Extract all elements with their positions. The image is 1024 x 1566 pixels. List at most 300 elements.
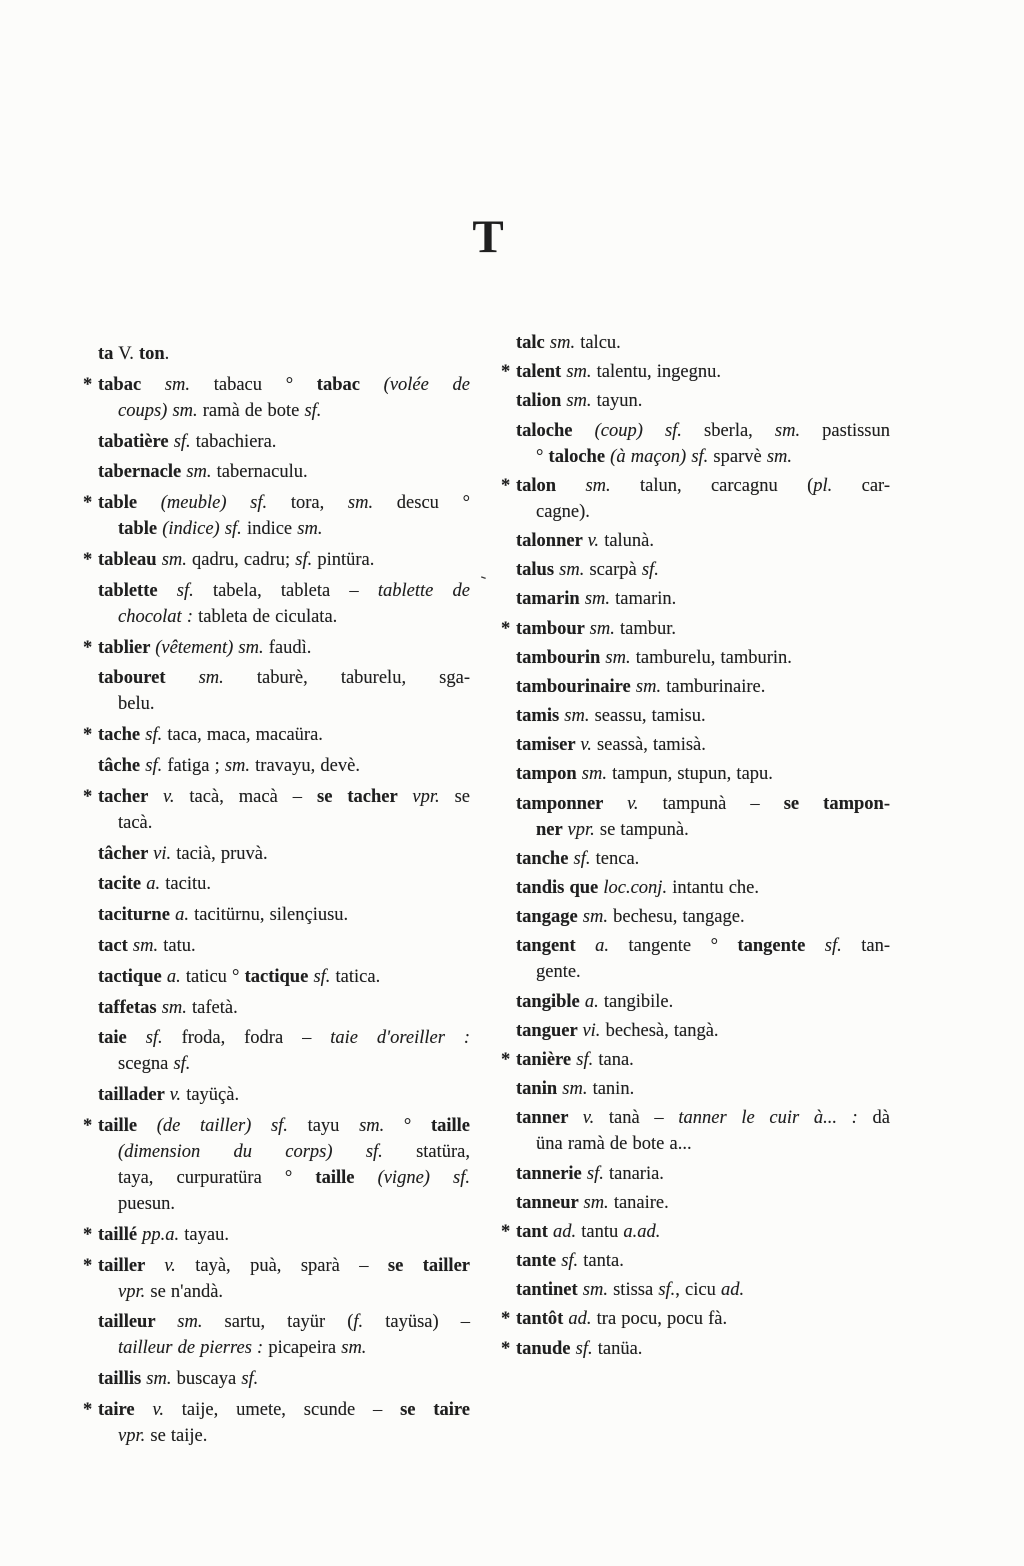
headword: ton xyxy=(138,344,165,364)
entry-line xyxy=(98,578,470,604)
entry-line xyxy=(516,1161,890,1187)
entry-line xyxy=(516,473,890,499)
grammar-label: sm. xyxy=(582,907,614,928)
headword: tant xyxy=(516,1221,553,1242)
left-column xyxy=(83,341,471,1454)
headword: taie xyxy=(98,1028,146,1049)
dictionary-entry xyxy=(98,841,470,867)
headword: tabac xyxy=(98,374,165,395)
dictionary-entry xyxy=(501,616,890,642)
headword: se taire xyxy=(400,1399,470,1420)
dictionary-entry xyxy=(98,1025,470,1077)
entry-line xyxy=(516,904,890,930)
grammar-label: sm. xyxy=(581,764,613,785)
grammar-label: vpr. xyxy=(412,786,455,807)
dictionary-entry xyxy=(516,557,890,583)
grammar-label: sm. xyxy=(589,618,620,639)
translation-text: tamarin. xyxy=(615,589,677,610)
dictionary-entry xyxy=(501,473,890,525)
entry-line xyxy=(516,1131,890,1157)
translation-text: tanta. xyxy=(583,1251,624,1272)
headword: table xyxy=(98,493,161,514)
entry-line xyxy=(516,817,890,843)
dictionary-entry xyxy=(501,1306,890,1332)
grammar-label: sm. xyxy=(562,1079,593,1100)
grammar-label: sf. xyxy=(573,848,596,869)
grammar-label: sf. xyxy=(641,560,659,581)
translation-text: tra pocu, pocu fà. xyxy=(596,1309,728,1330)
translation-text: car- xyxy=(861,475,890,496)
entry-line xyxy=(98,1397,470,1423)
translation-text: se xyxy=(454,786,471,807)
headword: taciturne xyxy=(98,905,176,926)
grammar-label: (indice) sf. xyxy=(162,519,247,540)
entry-line xyxy=(98,459,470,485)
headword: tablier xyxy=(98,637,156,658)
star-marker: * xyxy=(83,493,93,514)
star-marker: * xyxy=(501,1338,511,1359)
dictionary-entry xyxy=(516,933,890,985)
entry-line xyxy=(98,902,470,928)
translation-text: tamburelu, tamburin. xyxy=(635,647,792,668)
grammar-label: (meuble) sf. xyxy=(160,493,291,514)
headword: table xyxy=(118,519,163,540)
dictionary-entry xyxy=(83,784,471,836)
star-marker: * xyxy=(501,618,511,639)
entry-line xyxy=(98,1366,470,1392)
dictionary-entry xyxy=(516,703,890,729)
star-marker: * xyxy=(83,725,93,746)
entry-line xyxy=(98,1222,470,1248)
headword: talonner xyxy=(516,530,588,551)
grammar-label: sm. xyxy=(297,519,323,540)
grammar-label: sf. xyxy=(241,1369,259,1390)
entry-line xyxy=(98,1025,470,1051)
translation-text: qadru, cadru; xyxy=(192,549,296,570)
dictionary-entry xyxy=(516,875,890,901)
grammar-label: sf. xyxy=(304,400,322,421)
headword: taffetas xyxy=(98,997,162,1018)
headword: taille xyxy=(98,1115,157,1136)
star-marker: * xyxy=(501,475,511,496)
headword: tante xyxy=(516,1251,562,1272)
entry-line xyxy=(516,674,890,700)
headword: tangent xyxy=(516,936,596,957)
dictionary-entry xyxy=(98,1309,470,1361)
grammar-label: sm. xyxy=(198,668,257,689)
star-marker: * xyxy=(83,1255,93,1276)
dictionary-entry xyxy=(83,490,470,542)
translation-text: tangibile. xyxy=(603,991,674,1012)
translation-text: tatu. xyxy=(163,935,196,956)
dictionary-entry xyxy=(98,995,470,1021)
headword: tangage xyxy=(516,907,583,928)
translation-text: tanaria. xyxy=(608,1163,664,1184)
dictionary-entry xyxy=(516,1105,890,1157)
entry-line xyxy=(98,398,470,424)
grammar-label: sm. xyxy=(161,549,193,570)
dictionary-entry xyxy=(98,578,470,630)
entry-line xyxy=(516,1336,890,1362)
headword: tandis que xyxy=(516,878,604,898)
right-column xyxy=(501,330,891,1365)
grammar-label: v. xyxy=(164,1255,196,1276)
translation-text: taca, maca, macaüra. xyxy=(167,725,323,746)
headword: tanche xyxy=(516,848,574,869)
grammar-label: ad. xyxy=(553,1221,582,1242)
entry-line xyxy=(516,875,890,901)
dictionary-entry xyxy=(98,1082,470,1108)
grammar-label: vpr. xyxy=(567,819,600,840)
grammar-label: sm. xyxy=(347,493,397,514)
translation-text: sparvè xyxy=(713,446,767,467)
grammar-label: sf. xyxy=(586,1163,609,1184)
grammar-label: sm. xyxy=(559,560,590,581)
grammar-label: (dimension du corps) sf. xyxy=(118,1141,417,1162)
grammar-label: sm. xyxy=(132,935,164,956)
entry-line xyxy=(516,732,890,758)
headword: se tailler xyxy=(387,1255,470,1276)
grammar-label: sm. xyxy=(186,462,217,483)
grammar-label: sf. xyxy=(313,966,336,987)
headword: tanin xyxy=(516,1079,563,1100)
grammar-label: sm. xyxy=(774,420,823,441)
headword: tanude xyxy=(516,1338,576,1359)
entry-line xyxy=(98,1113,470,1139)
star-marker: * xyxy=(83,1115,93,1136)
section-letter-heading: T xyxy=(472,211,504,263)
grammar-label: v. xyxy=(162,786,190,807)
translation-text: dà xyxy=(872,1108,890,1129)
dictionary-entry xyxy=(516,1277,890,1303)
grammar-label: sf. xyxy=(176,580,213,601)
translation-text: tabernaculu. xyxy=(216,462,308,483)
headword: tableau xyxy=(98,549,162,570)
entry-line xyxy=(516,1018,890,1044)
dictionary-entry xyxy=(501,1336,890,1362)
entry-line xyxy=(98,1051,470,1077)
translation-text: tafetà. xyxy=(192,997,238,1018)
translation-text: tayüçà. xyxy=(186,1085,240,1106)
headword: tact xyxy=(98,935,133,956)
translation-text: tacià, pruvà. xyxy=(176,843,268,864)
grammar-label: sf. xyxy=(145,755,168,776)
translation-text: tayau. xyxy=(184,1224,229,1245)
headword: tabac xyxy=(316,374,384,395)
dictionary-entry xyxy=(516,904,890,930)
grammar-label: v. xyxy=(582,1108,609,1129)
grammar-label: v. xyxy=(152,1399,182,1420)
grammar-label: (volée de xyxy=(383,374,470,395)
translation-text: V. xyxy=(113,344,139,364)
translation-text: tampun, stupun, tapu. xyxy=(612,764,773,785)
dictionary-entry xyxy=(83,1397,470,1449)
headword: tache xyxy=(98,725,146,746)
headword: talus xyxy=(516,560,560,581)
headword: tamis xyxy=(516,706,565,727)
translation-text: , cicu xyxy=(675,1280,721,1301)
headword: tannerie xyxy=(516,1163,587,1184)
translation-text: fatiga ; xyxy=(167,755,225,776)
entry-line xyxy=(516,1076,890,1102)
translation-text: tayu xyxy=(307,1115,360,1136)
entry-line xyxy=(98,1253,470,1279)
grammar-label: vi. xyxy=(153,843,177,864)
grammar-label: v. xyxy=(587,530,605,551)
entry-line xyxy=(98,753,470,779)
entry-line xyxy=(98,547,470,573)
headword: taloche xyxy=(548,446,611,467)
dictionary-entry xyxy=(501,359,890,385)
grammar-label: sm. xyxy=(359,1115,404,1136)
translation-text: ramà de bote xyxy=(202,400,305,421)
entry-line xyxy=(98,1165,470,1191)
translation-text: pastissun xyxy=(822,420,890,441)
entry-line xyxy=(516,586,890,612)
entry-line xyxy=(98,995,470,1021)
translation-text: üna ramà de bote a... xyxy=(536,1134,692,1155)
dictionary-entry xyxy=(83,372,470,424)
grammar-label: sf. xyxy=(824,936,862,957)
dictionary-entry xyxy=(83,1222,470,1248)
headword: taille xyxy=(430,1115,470,1136)
translation-text: tayüsa) – xyxy=(385,1312,470,1333)
entry-line xyxy=(516,1105,890,1131)
translation-text: faudì. xyxy=(268,637,312,658)
grammar-label: sf. xyxy=(658,1280,676,1301)
headword: talc xyxy=(516,333,550,353)
headword: tantôt xyxy=(516,1309,569,1330)
dictionary-entry xyxy=(516,645,890,671)
translation-text: belu. xyxy=(118,694,155,715)
dictionary-entry xyxy=(516,846,890,872)
entry-line xyxy=(98,341,470,367)
grammar-label: a. xyxy=(584,991,604,1012)
translation-text: taije, umete, scunde – xyxy=(181,1399,401,1420)
headword: talon xyxy=(516,475,586,496)
entry-line xyxy=(98,691,470,717)
headword: tablette xyxy=(98,580,177,601)
dictionary-entry xyxy=(516,528,890,554)
grammar-label: tailleur de pierres : xyxy=(118,1338,269,1359)
translation-text: froda, fodra – xyxy=(181,1028,331,1049)
translation-text: tambur. xyxy=(619,618,676,639)
grammar-label: sf. xyxy=(295,549,318,570)
entry-line xyxy=(516,791,890,817)
grammar-label: sm. xyxy=(341,1338,367,1359)
dictionary-entry xyxy=(516,1018,890,1044)
translation-text: tan- xyxy=(861,936,891,957)
translation-text: stissa xyxy=(613,1280,659,1301)
headword: tailler xyxy=(98,1255,165,1276)
translation-text: indice xyxy=(246,519,298,540)
entry-line xyxy=(516,528,890,554)
headword: tacher xyxy=(98,786,163,807)
grammar-label: sf. xyxy=(145,725,168,746)
translation-text: se tampunà. xyxy=(599,819,689,840)
grammar-label: sm. xyxy=(583,1192,614,1213)
entry-line xyxy=(98,964,470,990)
grammar-label: chocolat : xyxy=(118,606,199,627)
grammar-label: v. xyxy=(627,793,663,814)
dictionary-entry xyxy=(98,429,470,455)
headword: tabatière xyxy=(98,431,174,452)
headword: taille xyxy=(315,1167,378,1188)
entry-line xyxy=(516,1248,890,1274)
dictionary-entry xyxy=(83,722,470,748)
entry-line xyxy=(98,810,470,836)
entry-line xyxy=(516,557,890,583)
star-marker: * xyxy=(501,1221,511,1242)
dictionary-entry xyxy=(98,933,470,959)
grammar-label: sf. xyxy=(173,1054,191,1075)
entry-line xyxy=(98,841,470,867)
headword: taillader xyxy=(98,1085,170,1106)
headword: tabouret xyxy=(98,668,199,689)
dictionary-entry xyxy=(516,388,890,414)
headword: tabernacle xyxy=(98,462,187,483)
dictionary-entry xyxy=(516,330,890,356)
translation-text: se taije. xyxy=(150,1425,208,1446)
headword: talent xyxy=(516,362,567,383)
entry-line xyxy=(98,429,470,455)
entry-line xyxy=(516,418,890,444)
entry-line xyxy=(98,933,470,959)
translation-text: taburè, taburelu, sga- xyxy=(256,668,470,689)
scan-stray-mark: - xyxy=(478,565,490,587)
dictionary-entry xyxy=(516,989,890,1015)
translation-text: tangente ° xyxy=(628,936,738,957)
entry-line xyxy=(98,871,470,897)
grammar-label: pl. xyxy=(813,475,862,496)
star-marker: * xyxy=(83,786,93,807)
dictionary-entry xyxy=(98,459,470,485)
star-marker: * xyxy=(83,1224,93,1245)
translation-text: sartu, tayür ( xyxy=(224,1312,354,1333)
entry-line xyxy=(98,635,470,661)
headword: taillé xyxy=(98,1224,143,1245)
translation-text: talun, carcagnu ( xyxy=(640,475,814,496)
headword: tambourinaire xyxy=(516,676,636,697)
translation-text: tayà, puà, sparà – xyxy=(195,1255,388,1276)
translation-text: tabacu ° xyxy=(213,374,317,395)
entry-line xyxy=(516,1219,890,1245)
dictionary-entry xyxy=(516,1248,890,1274)
translation-text: tampunà – xyxy=(662,793,784,814)
entry-line xyxy=(516,1277,890,1303)
entry-line xyxy=(516,933,890,959)
grammar-label: sm. xyxy=(146,1369,177,1390)
grammar-label: sm. xyxy=(584,589,616,610)
star-marker: * xyxy=(83,1399,93,1420)
headword: se tacher xyxy=(317,786,413,807)
translation-text: tamburinaire. xyxy=(666,676,766,697)
translation-text: seassu, tamisu. xyxy=(594,706,706,727)
entry-line xyxy=(516,645,890,671)
translation-text: tantu xyxy=(581,1221,624,1242)
translation-text: pintüra. xyxy=(317,549,375,570)
translation-text: sberla, xyxy=(704,420,775,441)
grammar-label: tablette de xyxy=(377,580,470,601)
translation-text: tanüa. xyxy=(597,1338,643,1359)
entry-line xyxy=(98,516,470,542)
translation-text: tenca. xyxy=(595,848,640,869)
translation-text: buscaya xyxy=(176,1369,242,1390)
grammar-label: sm. xyxy=(164,374,214,395)
entry-line xyxy=(516,1047,890,1073)
headword: tamponner xyxy=(516,793,628,814)
grammar-label: sm. xyxy=(549,333,581,353)
dictionary-entry xyxy=(516,791,890,843)
entry-line xyxy=(516,1190,890,1216)
star-marker: * xyxy=(501,1049,511,1070)
headword: se tampon- xyxy=(783,793,890,814)
dictionary-entry xyxy=(516,586,890,612)
dictionary-entry xyxy=(516,732,890,758)
star-marker: * xyxy=(501,1309,511,1330)
translation-text: tanaire. xyxy=(613,1192,669,1213)
entry-line xyxy=(516,616,890,642)
grammar-label: (vêtement) sm. xyxy=(155,637,269,658)
grammar-label: a. xyxy=(595,936,629,957)
dictionary-entry xyxy=(98,871,470,897)
translation-text: ° xyxy=(403,1115,431,1136)
dictionary-entry xyxy=(83,1253,470,1305)
translation-text: talentu, ingegnu. xyxy=(596,362,721,383)
dictionary-entry xyxy=(98,753,470,779)
grammar-label: sf. xyxy=(561,1251,584,1272)
entry-line xyxy=(98,1423,470,1449)
grammar-label: a.ad. xyxy=(623,1221,661,1242)
translation-text: tanà – xyxy=(608,1108,679,1129)
dictionary-entry xyxy=(516,1076,890,1102)
grammar-label: sm. xyxy=(564,706,595,727)
translation-text: travayu, devè. xyxy=(255,755,360,776)
headword: tailleur xyxy=(98,1312,178,1333)
translation-text: se n'andà. xyxy=(150,1281,224,1302)
entry-line xyxy=(98,665,470,691)
dictionary-entry xyxy=(83,1113,471,1217)
translation-text: tableta de ciculata. xyxy=(198,606,338,627)
headword: tanguer xyxy=(516,1020,583,1041)
entry-line xyxy=(516,499,890,525)
translation-text: puesun. xyxy=(118,1193,176,1214)
headword: tactique xyxy=(98,966,167,987)
translation-text: tacà. xyxy=(118,812,153,833)
entry-line xyxy=(98,1279,470,1305)
translation-text: tayun. xyxy=(596,391,643,412)
grammar-label: sm. xyxy=(566,362,597,383)
headword: taloche xyxy=(516,420,595,441)
translation-text: scegna xyxy=(118,1054,174,1075)
dictionary-entry xyxy=(516,418,890,470)
grammar-label: pp.a. xyxy=(142,1224,185,1245)
translation-text: tacitürnu, silençiusu. xyxy=(194,905,349,926)
entry-line xyxy=(98,604,470,630)
translation-text: tabela, tableta – xyxy=(212,580,378,601)
entry-line xyxy=(98,1335,470,1361)
dictionary-entry xyxy=(501,1219,890,1245)
translation-text: taticu ° xyxy=(185,966,245,987)
grammar-label: sf. xyxy=(145,1028,182,1049)
translation-text: seassà, tamisà. xyxy=(596,735,706,756)
grammar-label: (à maçon) sf. xyxy=(610,446,714,467)
grammar-label: a. xyxy=(166,966,186,987)
dictionary-entry xyxy=(516,761,890,787)
headword: tacite xyxy=(98,874,147,895)
translation-text: taya, curpuratüra ° xyxy=(118,1167,316,1188)
grammar-label: sm. xyxy=(566,391,597,412)
